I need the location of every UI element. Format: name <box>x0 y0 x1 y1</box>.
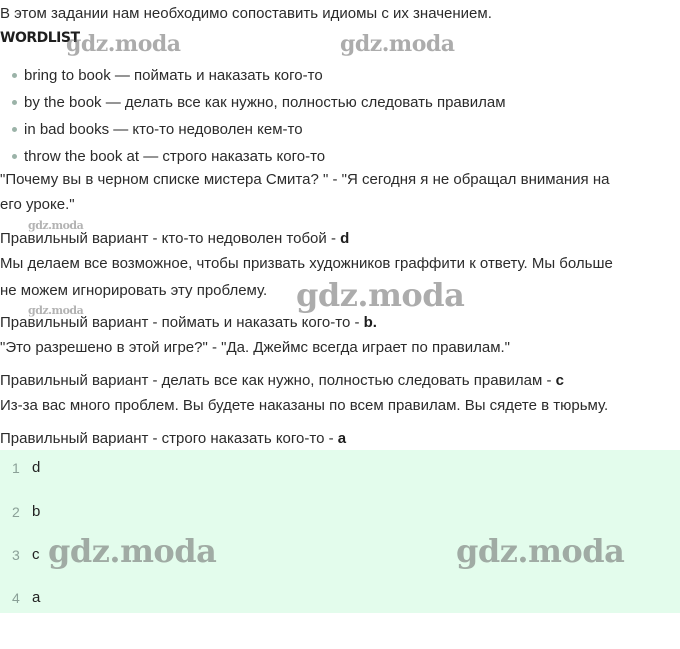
answer-value: c <box>32 546 40 563</box>
task-4-answer: Правильный вариант - строго наказать кого-то - a <box>0 430 347 447</box>
answer-letter: a <box>337 430 347 447</box>
task-3-answer: Правильный вариант - делать все как нужно, полностью следовать правилам - c <box>0 372 564 389</box>
wordlist-item: in bad books — кто-то недоволен кем-то <box>12 120 303 140</box>
watermark: gdz.moda <box>28 304 84 317</box>
task-1-answer: Правильный вариант - кто-то недоволен тобой - d <box>0 230 350 247</box>
watermark: gdz.moda <box>48 532 217 570</box>
bullet-icon <box>12 100 17 105</box>
answer-number: 4 <box>12 590 20 606</box>
answer-value: d <box>32 459 41 476</box>
wordlist-item: bring to book — поймать и наказать кого-то <box>12 66 323 86</box>
wordlist-title: WORDLIST <box>0 30 80 46</box>
task-2-answer: Правильный вариант - поймать и наказать кого-то - b. <box>0 314 377 331</box>
intro-text: В этом задании нам необходимо сопоставить идиомы с их значением. <box>0 5 492 22</box>
wordlist-item: by the book — делать все как нужно, полностью следовать правилам <box>12 93 506 113</box>
task-2-sentence: Мы делаем все возможное, чтобы призвать художников граффити к ответу. Мы больше <box>0 255 613 272</box>
answer-letter: d <box>340 230 350 247</box>
answer-letter: b. <box>363 314 377 331</box>
watermark: gdz.moda <box>66 31 181 57</box>
answer-number: 3 <box>12 547 20 563</box>
bullet-icon <box>12 127 17 132</box>
task-3-sentence: "Это разрешено в этой игре?" - "Да. Джеймс всегда играет по правилам." <box>0 339 511 356</box>
task-1-sentence: "Почему вы в черном списке мистера Смита? " - "Я сегодня я не обращал внимания на <box>0 171 610 188</box>
task-2-sentence-cont: не можем игнорировать эту проблему. <box>0 282 268 299</box>
answer-number: 2 <box>12 504 20 520</box>
watermark: gdz.moda <box>340 31 455 57</box>
task-1-sentence-cont: его уроке." <box>0 196 75 213</box>
bullet-icon <box>12 154 17 159</box>
answer-value: a <box>32 589 41 606</box>
wordlist-item: throw the book at — строго наказать кого-то <box>12 147 325 167</box>
watermark: gdz.moda <box>28 219 84 232</box>
answer-letter: c <box>555 372 564 389</box>
bullet-icon <box>12 73 17 78</box>
watermark: gdz.moda <box>296 276 465 314</box>
answer-value: b <box>32 503 41 520</box>
answer-number: 1 <box>12 460 20 476</box>
task-4-sentence: Из-за вас много проблем. Вы будете наказаны по всем правилам. Вы сядете в тюрьму. <box>0 397 609 414</box>
watermark: gdz.moda <box>456 532 625 570</box>
